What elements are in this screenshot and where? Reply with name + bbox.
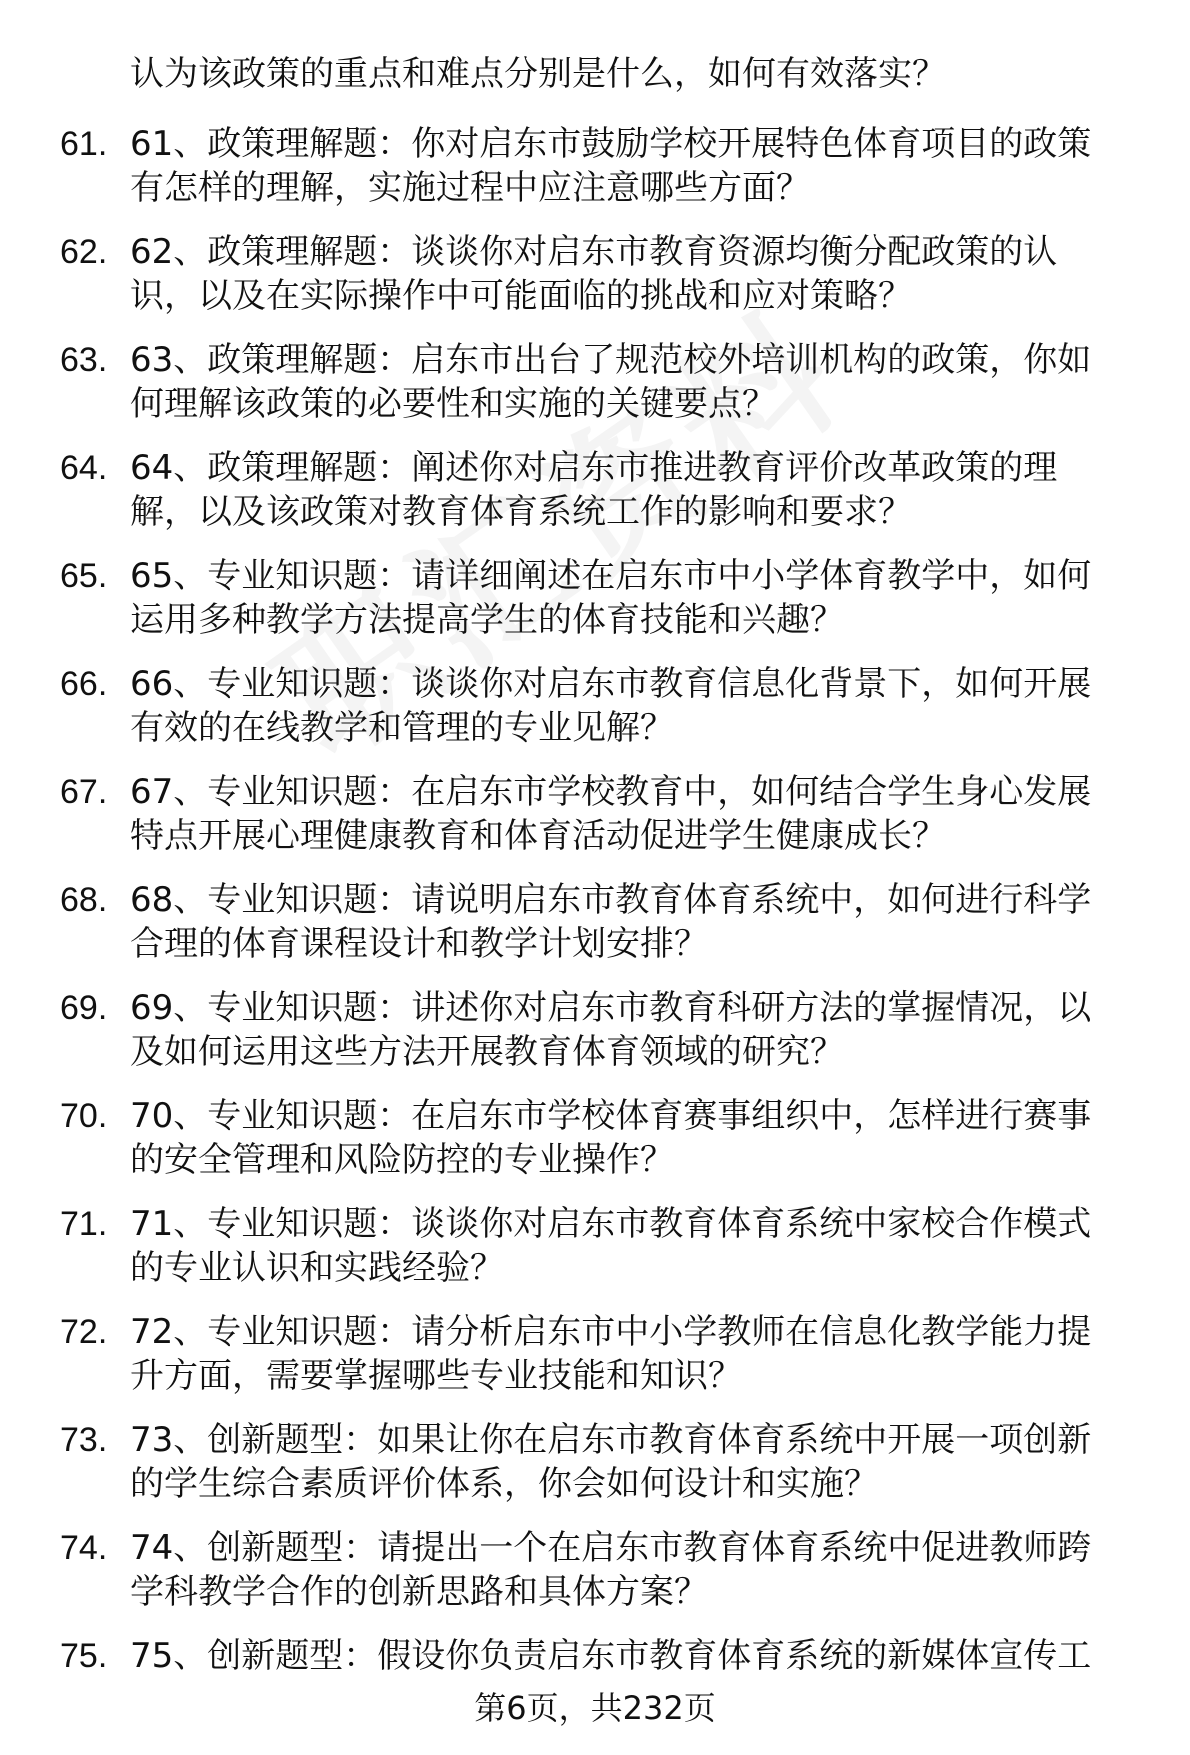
question-text-line: 有效的在线教学和管理的专业见解？ bbox=[130, 708, 674, 748]
question-text bbox=[130, 338, 1150, 426]
question-item bbox=[0, 1202, 1190, 1310]
question-item bbox=[0, 446, 1190, 554]
question-number: 74. bbox=[60, 1529, 108, 1567]
question-item bbox=[0, 122, 1190, 230]
question-text bbox=[130, 1634, 1150, 1678]
question-text bbox=[130, 446, 1150, 534]
question-text-line: 及如何运用这些方法开展教育体育领域的研究？ bbox=[130, 1032, 844, 1072]
continuation-text: 认为该政策的重点和难点分别是什么，如何有效落实？ bbox=[130, 54, 946, 94]
question-text bbox=[130, 662, 1150, 750]
question-text-line: 66、专业知识题：谈谈你对启东市教育信息化背景下，如何开展 bbox=[130, 664, 1092, 704]
question-text bbox=[130, 230, 1150, 318]
question-text-line: 62、政策理解题：谈谈你对启东市教育资源均衡分配政策的认 bbox=[130, 232, 1058, 272]
question-number: 73. bbox=[60, 1421, 108, 1459]
question-text-line: 解，以及该政策对教育体育系统工作的影响和要求？ bbox=[130, 492, 912, 532]
question-text-line: 71、专业知识题：谈谈你对启东市教育体育系统中家校合作模式 bbox=[130, 1204, 1092, 1244]
question-item bbox=[0, 1526, 1190, 1634]
question-list bbox=[0, 122, 1190, 1742]
question-text bbox=[130, 770, 1150, 858]
question-number: 64. bbox=[60, 449, 108, 487]
question-text bbox=[130, 1202, 1150, 1290]
question-number: 69. bbox=[60, 989, 108, 1027]
question-text-line: 的安全管理和风险防控的专业操作？ bbox=[130, 1140, 674, 1180]
question-number: 65. bbox=[60, 557, 108, 595]
question-item bbox=[0, 770, 1190, 878]
question-number: 68. bbox=[60, 881, 108, 919]
question-text-line: 升方面，需要掌握哪些专业技能和知识？ bbox=[130, 1356, 742, 1396]
question-text-line: 特点开展心理健康教育和体育活动促进学生健康成长？ bbox=[130, 816, 946, 856]
question-item bbox=[0, 986, 1190, 1094]
question-text-line: 65、专业知识题：请详细阐述在启东市中小学体育教学中，如何 bbox=[130, 556, 1092, 596]
question-text-line: 的专业认识和实践经验？ bbox=[130, 1248, 504, 1288]
page-footer: 第6页，共232页 bbox=[474, 1689, 716, 1727]
question-item bbox=[0, 338, 1190, 446]
question-text bbox=[130, 1094, 1150, 1182]
question-text bbox=[130, 1418, 1150, 1506]
question-text-line: 合理的体育课程设计和教学计划安排？ bbox=[130, 924, 708, 964]
question-text-line: 何理解该政策的必要性和实施的关键要点？ bbox=[130, 384, 776, 424]
question-number: 66. bbox=[60, 665, 108, 703]
question-text-line: 运用多种教学方法提高学生的体育技能和兴趣？ bbox=[130, 600, 844, 640]
question-item bbox=[0, 662, 1190, 770]
question-text bbox=[130, 122, 1150, 210]
question-item bbox=[0, 1310, 1190, 1418]
question-text-line: 72、专业知识题：请分析启东市中小学教师在信息化教学能力提 bbox=[130, 1312, 1092, 1352]
question-text-line: 64、政策理解题：阐述你对启东市推进教育评价改革政策的理 bbox=[130, 448, 1058, 488]
question-item bbox=[0, 878, 1190, 986]
question-number: 75. bbox=[60, 1637, 108, 1675]
question-number: 63. bbox=[60, 341, 108, 379]
question-text-line: 的学生综合素质评价体系，你会如何设计和实施？ bbox=[130, 1464, 878, 1504]
question-number: 70. bbox=[60, 1097, 108, 1135]
question-item bbox=[0, 230, 1190, 338]
question-text-line: 学科教学合作的创新思路和具体方案？ bbox=[130, 1572, 708, 1612]
question-number: 67. bbox=[60, 773, 108, 811]
question-text bbox=[130, 878, 1150, 966]
question-text-line: 69、专业知识题：讲述你对启东市教育科研方法的掌握情况，以 bbox=[130, 988, 1092, 1028]
question-text-line: 74、创新题型：请提出一个在启东市教育体育系统中促进教师跨 bbox=[130, 1528, 1092, 1568]
question-text bbox=[130, 1526, 1150, 1614]
question-text-line: 识，以及在实际操作中可能面临的挑战和应对策略？ bbox=[130, 276, 912, 316]
question-number: 72. bbox=[60, 1313, 108, 1351]
question-text-line: 63、政策理解题：启东市出台了规范校外培训机构的政策，你如 bbox=[130, 340, 1092, 380]
question-number: 62. bbox=[60, 233, 108, 271]
question-text-line: 68、专业知识题：请说明启东市教育体育系统中，如何进行科学 bbox=[130, 880, 1092, 920]
question-item bbox=[0, 1094, 1190, 1202]
question-text-line: 67、专业知识题：在启东市学校教育中，如何结合学生身心发展 bbox=[130, 772, 1092, 812]
question-text-line: 70、专业知识题：在启东市学校体育赛事组织中，怎样进行赛事 bbox=[130, 1096, 1092, 1136]
question-item bbox=[0, 554, 1190, 662]
question-item bbox=[0, 1418, 1190, 1526]
question-text-line: 有怎样的理解，实施过程中应注意哪些方面？ bbox=[130, 168, 810, 208]
question-number: 71. bbox=[60, 1205, 108, 1243]
question-text bbox=[130, 986, 1150, 1074]
question-text-line: 61、政策理解题：你对启东市鼓励学校开展特色体育项目的政策 bbox=[130, 124, 1092, 164]
question-text bbox=[130, 1310, 1150, 1398]
question-text-line: 75、创新题型：假设你负责启东市教育体育系统的新媒体宣传工 bbox=[130, 1636, 1092, 1676]
question-text-line: 73、创新题型：如果让你在启东市教育体育系统中开展一项创新 bbox=[130, 1420, 1092, 1460]
question-number: 61. bbox=[60, 125, 108, 163]
question-text bbox=[130, 554, 1150, 642]
